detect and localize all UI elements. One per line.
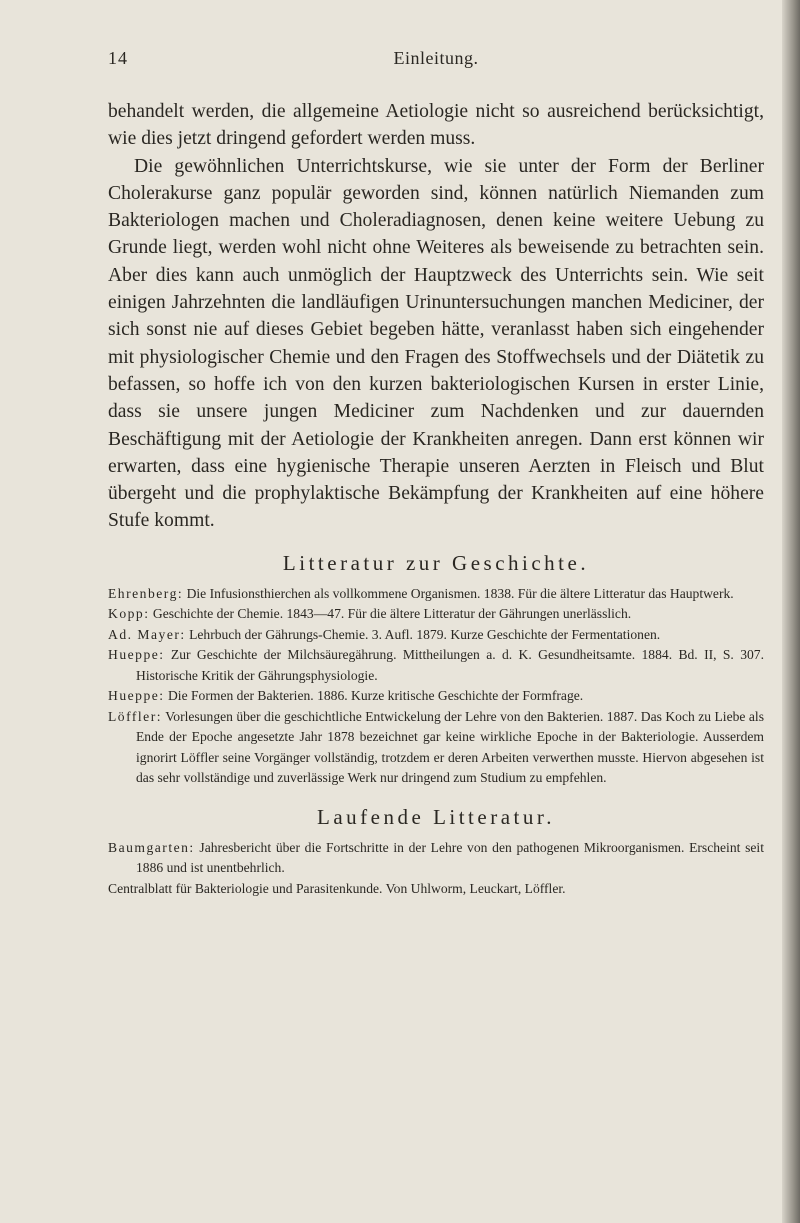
reference-text: Lehrbuch der Gährungs-Chemie. 3. Aufl. 1879. Kurze Geschichte der Fermentationen. xyxy=(189,626,661,642)
reference-item xyxy=(108,707,764,789)
body-text xyxy=(108,98,764,535)
paragraph: behandelt werden, die allgemeine Aetiologie nicht so ausreichend berücksichtigt, wie dies jetzt dringend gefordert werden muss. xyxy=(108,101,764,150)
paragraph: Die gewöhnlichen Unterrichtskurse, wie sie unter der Form der Berliner Cholerakurse ganz populär geworden sind, können natürlich Niemanden zum Bakteriologen machen und Choleradiagnosen, denen keine weitere Uebung zu Grunde liegt, werden wohl nicht ohne Weiteres als beweisende zu betrachten sein. Aber dies kann auch unmöglich der Hauptzweck des Unterrichts sein. Wie seit einigen Jahrzehnten die landläufigen Urinuntersuchungen manchen Mediciner, der sich sonst nie auf dieses Gebiet begeben hätte, veranlasst haben sich eingehender mit physiologischer Chemie und den Fragen des Stoffwechsels und der Diätetik zu befassen, so hoffe ich von den kurzen bakteriologischen Kursen in erster Linie, dass sie unsere jungen Mediciner zum Nachdenken und zur dauernden Beschäftigung mit der Aetiologie der Krankheiten anregen. Dann erst können wir erwarten, dass eine hygienische Therapie unseren Aerzten in Fleisch und Blut übergeht und die prophylaktische Bekämpfung der Krankheiten auf eine höhere Stufe kommt. xyxy=(108,155,764,532)
page-number: 14 xyxy=(108,48,128,68)
reference-author: Ehrenberg: xyxy=(108,585,184,601)
reference-item xyxy=(108,838,764,879)
reference-text: Die Formen der Bakterien. 1886. Kurze kritische Geschichte der Formfrage. xyxy=(167,688,584,704)
reference-item xyxy=(108,879,764,900)
section-heading-history: Litteratur zur Geschichte. xyxy=(282,550,590,575)
section-heading-current: Laufende Litteratur. xyxy=(317,804,555,829)
page-header xyxy=(108,48,764,76)
reference-item xyxy=(108,584,764,605)
reference-text: Zur Geschichte der Milchsäuregährung. Mittheilungen a. d. K. Gesundheitsamte. 1884. Bd. II, S. 307. Historische Kritik der Gährungsphysiologie. xyxy=(136,647,764,683)
reference-text: Die Infusionsthierchen als vollkommene Organismen. 1838. Für die ältere Litteratur das Hauptwerk. xyxy=(186,585,734,601)
book-page xyxy=(108,48,764,899)
reference-text: Vorlesungen über die geschichtliche Entwickelung der Lehre von den Bakterien. 1887. Das Koch zu Liebe als Ende der Epoche angesetzte Jahr 1878 bezeichnet gar keine wirkliche Epoche in der Bakteriologie. Ausserdem ignorirt Löffler seine Vorgänger vollständig, trotzdem er deren Arbeiten verwerthen musste. Hiervon abgesehen ist das sehr vollständige und zuverlässige Werk nur dringend zum Studium zu empfehlen. xyxy=(136,708,764,786)
running-head: Einleitung. xyxy=(393,48,479,68)
reference-author: Kopp: xyxy=(108,606,150,622)
reference-item xyxy=(108,686,764,707)
reference-author: Hueppe: xyxy=(108,647,165,663)
book-spine-shadow xyxy=(782,0,800,1223)
reference-list-current xyxy=(108,838,764,900)
reference-item xyxy=(108,645,764,686)
reference-list-history xyxy=(108,584,764,789)
reference-text: Jahresbericht über die Fortschritte in der Lehre von den pathogenen Mikroorganismen. Erscheint seit 1886 und ist unentbehrlich. xyxy=(136,839,764,876)
reference-author: Baumgarten: xyxy=(108,839,195,855)
reference-author: Hueppe: xyxy=(108,688,165,704)
reference-item xyxy=(108,604,764,625)
reference-text: Geschichte der Chemie. 1843—47. Für die ältere Litteratur der Gährungen unerlässlich. xyxy=(152,606,632,622)
reference-author: Löffler: xyxy=(108,708,163,724)
reference-text: Centralblatt für Bakteriologie und Parasitenkunde. Von Uhlworm, Leuckart, Löffler. xyxy=(108,880,566,896)
reference-item xyxy=(108,625,764,646)
reference-author: Ad. Mayer: xyxy=(108,626,186,642)
